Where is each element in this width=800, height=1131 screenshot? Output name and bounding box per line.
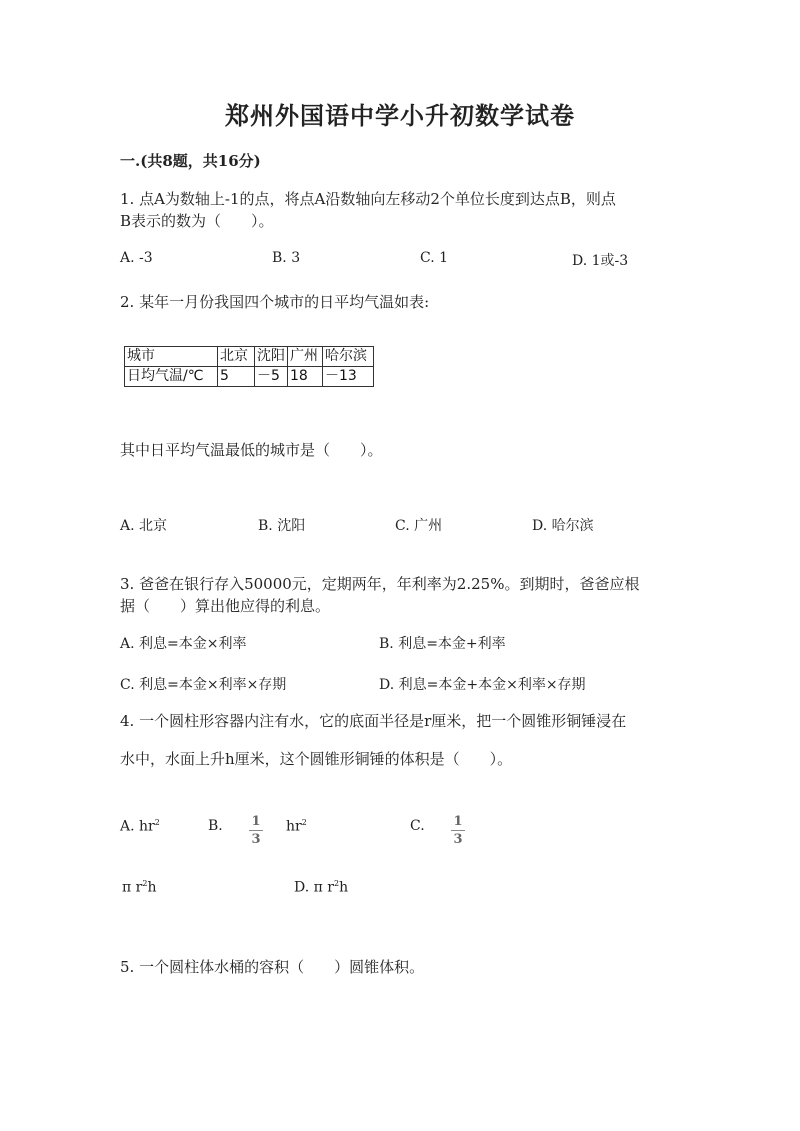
table-cell: －13	[323, 367, 374, 387]
question-2-option-b: B. 沈阳	[258, 518, 306, 534]
question-3-option-a: A. 利息=本金×利率	[120, 636, 247, 652]
question-5-line-1: 5. 一个圆柱体水桶的容积（ ）圆锥体积。	[120, 958, 425, 976]
table-cell: 18	[288, 367, 323, 387]
table-header-cell: 城市	[125, 347, 218, 367]
question-3-line-1: 3. 爸爸在银行存入50000元，定期两年，年利率为2.25%。到期时，爸爸应根	[120, 575, 640, 593]
fraction-one-third: 1 3	[451, 814, 465, 847]
question-1-line-1: 1. 点A为数轴上-1的点，将点A沿数轴向左移动2个单位长度到达点B，则点	[120, 190, 616, 208]
question-4-option-a: A. $hr^2$	[120, 818, 160, 835]
question-4-line-2: 水中，水面上升h厘米，这个圆锥形铜锤的体积是（ ）。	[120, 750, 513, 768]
question-1-option-a: A. -3	[120, 250, 153, 266]
question-1-option-d: D. 1或-3	[572, 253, 629, 269]
question-1-option-c: C. 1	[420, 250, 449, 266]
question-4-option-d: D. π $r^2h$	[294, 879, 349, 896]
table-header-cell: 沈阳	[255, 347, 288, 367]
section-heading: 一.(共8题，共16分)	[120, 152, 261, 170]
question-4-option-b-expression: $hr^2$	[286, 818, 307, 835]
question-4-option-b-label: B.	[208, 818, 223, 834]
question-2-stem: 2. 某年一月份我国四个城市的日平均气温如表:	[120, 293, 430, 311]
page-title: 郑州外国语中学小升初数学试卷	[225, 101, 575, 130]
question-3-line-2: 据（ ）算出他应得的利息。	[120, 597, 331, 615]
table-cell: －5	[255, 367, 288, 387]
question-4-line-1: 4. 一个圆柱形容器内注有水，它的底面半径是r厘米，把一个圆锥形铜锤浸在	[120, 712, 627, 730]
table-header-cell: 广州	[288, 347, 323, 367]
question-2-option-a: A. 北京	[120, 518, 168, 534]
fraction-one-third: 1 3	[249, 814, 263, 847]
table-header-row	[125, 347, 374, 367]
table-cell: 5	[218, 367, 255, 387]
table-header-cell: 哈尔滨	[323, 347, 374, 367]
question-1-line-2: B表示的数为（ ）。	[120, 212, 274, 230]
question-2-option-c: C. 广州	[395, 518, 443, 534]
question-2-question: 其中日平均气温最低的城市是（ ）。	[120, 441, 383, 459]
question-3-option-c: C. 利息=本金×利率×存期	[120, 677, 287, 693]
question-2-option-d: D. 哈尔滨	[532, 518, 594, 534]
table-cell: 日均气温/℃	[125, 367, 218, 387]
table-header-cell: 北京	[218, 347, 255, 367]
table-row	[125, 367, 374, 387]
question-3-option-b: B. 利息=本金+利率	[379, 636, 506, 652]
question-4-option-c-label: C.	[410, 818, 425, 834]
temperature-table	[124, 346, 374, 387]
question-1-option-b: B. 3	[272, 250, 301, 266]
question-3-option-d: D. 利息=本金+本金×利率×存期	[379, 677, 586, 693]
question-4-option-c-expression: π $r^2h$	[122, 879, 157, 896]
